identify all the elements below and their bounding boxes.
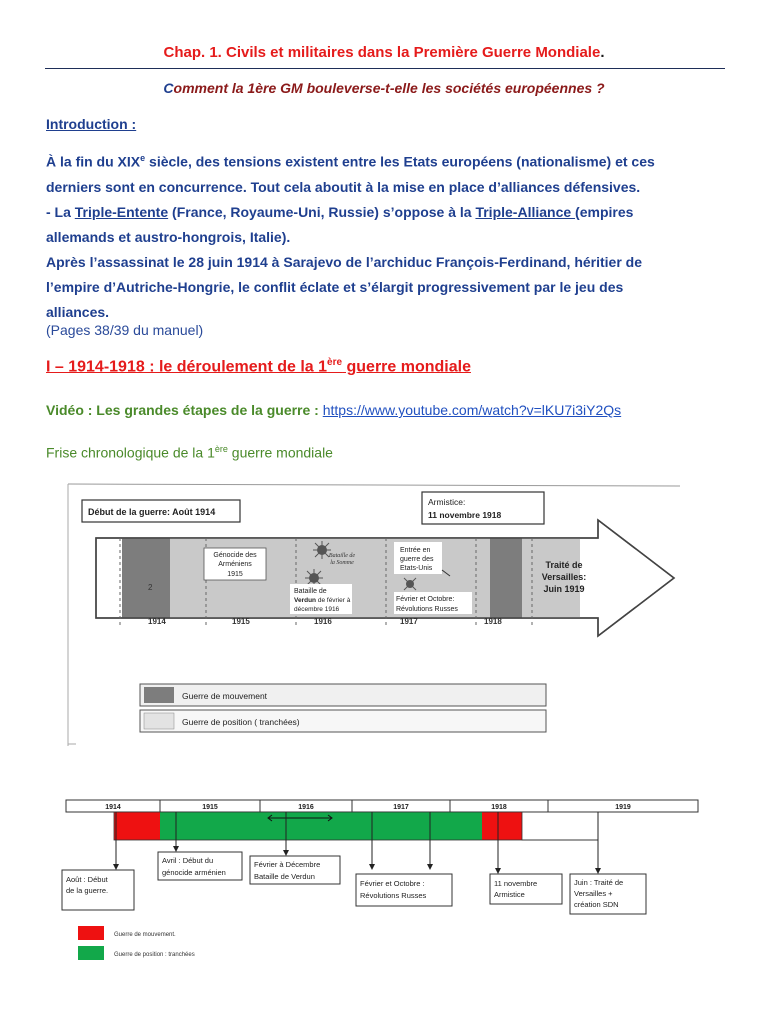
- t2-year-1917: 1917: [393, 804, 409, 811]
- p1-sup: e: [140, 153, 146, 163]
- video-label: Vidéo : Les grandes étapes de la guerre :: [46, 402, 319, 418]
- armistice-line2: 11 novembre 1918: [428, 510, 502, 520]
- year-label-1916: 1916: [314, 617, 332, 626]
- frise-sup: ère: [214, 444, 228, 454]
- t2-movement-1918: [482, 812, 522, 840]
- t2-movement-1914: [114, 812, 160, 840]
- timeline-arrow-figure: [66, 480, 682, 752]
- p3-c: alliances.: [46, 303, 110, 320]
- frise-caption: [46, 444, 333, 461]
- p2-c: (empires: [575, 203, 634, 220]
- h1-b: guerre mondiale: [342, 358, 471, 376]
- h1-a: I – 1914-1918 : le déroulement de la 1: [46, 358, 328, 376]
- t2-year-1914: 1914: [105, 804, 121, 811]
- legend-mouvement-label: Guerre de mouvement: [182, 691, 268, 701]
- manual-pages: (Pages 38/39 du manuel): [46, 322, 204, 338]
- triple-entente-link[interactable]: Triple-Entente: [74, 203, 169, 220]
- event-5-line3: création SDN: [574, 900, 619, 909]
- versailles-line2: Versailles:: [541, 572, 587, 582]
- movement-war-1914: [122, 538, 170, 618]
- question-initial: C: [163, 80, 174, 96]
- usa-line2: guerre des: [400, 556, 434, 563]
- t2-year-1915: 1915: [202, 804, 218, 811]
- title-dot: .: [600, 44, 605, 61]
- h1-sup: ère: [327, 357, 343, 368]
- year-label-1918: 1918: [484, 617, 502, 626]
- event-4-line2: Armistice: [494, 890, 525, 899]
- p2-b: (France, Royaume-Uni, Russie) s’oppose à la: [168, 203, 476, 220]
- timeline2-year-row: [66, 800, 698, 812]
- p3-b: l’empire d’Autriche-Hongrie, le conflit éclate et s’élargit progressivement par le jeu des: [46, 278, 624, 295]
- timeline-colored-figure: [60, 796, 710, 966]
- video-link[interactable]: https://www.youtube.com/watch?v=lKU7i3iY2Qs: [322, 402, 622, 418]
- title-rule: [45, 68, 725, 69]
- year-label-1915: 1915: [232, 617, 250, 626]
- legend2-green-swatch: [78, 946, 104, 960]
- triple-alliance-link[interactable]: Triple-Alliance: [475, 203, 576, 220]
- verdun-line2: [294, 597, 351, 604]
- legend-position-label: Guerre de position ( tranchées): [182, 717, 300, 727]
- video-line: [46, 402, 621, 418]
- versailles-line1: Traité de: [545, 560, 583, 570]
- problematic-question: [0, 80, 768, 96]
- p2-d: allemands et austro-hongrois, Italie).: [46, 228, 291, 245]
- event-5-line2: Versailles +: [574, 889, 613, 898]
- usa-line3: Etats-Unis: [400, 565, 433, 572]
- event-5-line1: Juin : Traité de: [574, 878, 624, 887]
- title-text: Chap. 1. Civils et militaires dans la Première Guerre Mondiale: [163, 44, 601, 61]
- p1-a: À la fin du XIX: [46, 153, 141, 170]
- genocide-line2: Arméniens: [218, 561, 252, 568]
- page-title: [0, 44, 768, 61]
- t2-year-1916: 1916: [298, 804, 314, 811]
- revolution-line2: Révolutions Russes: [396, 606, 458, 613]
- intro-paragraph-1: [46, 146, 736, 325]
- event-4-line1: 11 novembre: [494, 879, 538, 888]
- question-text: omment la 1ère GM bouleverse-t-elle les sociétés européennes ?: [173, 80, 605, 96]
- frise-a: Frise chronologique de la 1: [46, 444, 215, 461]
- section-1-heading: [46, 357, 471, 376]
- marne-marker: 2: [148, 583, 153, 592]
- event-0-line1: Août : Début: [66, 875, 108, 884]
- genocide-line1: Génocide des: [213, 552, 257, 559]
- revolution-line1: Février et Octobre:: [396, 596, 455, 603]
- year-label-1917: 1917: [400, 617, 418, 626]
- somme-line1: Bataille de: [328, 553, 356, 559]
- t2-postwar-1919: [522, 812, 598, 840]
- legend-mouvement-swatch: [144, 687, 174, 703]
- event-3-line2: Révolutions Russes: [360, 891, 427, 900]
- movement-war-1918: [490, 538, 522, 618]
- verdun-line1: Bataille de: [294, 588, 327, 595]
- usa-line1: Entrée en: [400, 547, 431, 554]
- p1-b: siècle, des tensions existent entre les Etats européens (nationalisme) et ces: [145, 153, 655, 170]
- versailles-line3: Juin 1919: [543, 584, 585, 594]
- event-2-line1: Février à Décembre: [254, 860, 321, 869]
- legend2-red-label: Guerre de mouvement.: [114, 932, 176, 938]
- legend-position-swatch: [144, 713, 174, 729]
- p1-c: derniers sont en concurrence. Tout cela aboutit à la mise en place d’alliances défensives.: [46, 178, 641, 195]
- somme-line2: la Somme: [330, 560, 354, 566]
- genocide-year: 1915: [227, 571, 243, 578]
- armistice-line1: Armistice:: [428, 497, 466, 507]
- frise-b: guerre mondiale: [227, 444, 333, 461]
- event-0-line2: de la guerre.: [66, 886, 109, 895]
- legend2-red-swatch: [78, 926, 104, 940]
- verdun-bold: Verdun: [294, 597, 317, 604]
- start-war-label: Début de la guerre: Août 1914: [88, 507, 216, 517]
- t2-year-1918: 1918: [491, 804, 507, 811]
- t2-position-1915-1918: [160, 812, 482, 840]
- introduction-heading: Introduction :: [46, 116, 137, 132]
- legend2-green-label: Guerre de position : tranchées: [114, 952, 195, 958]
- event-2-line2: Bataille de Verdun: [254, 872, 315, 881]
- p3-a: Après l’assassinat le 28 juin 1914 à Sarajevo de l’archiduc François-Ferdinand, héritier de: [46, 253, 643, 270]
- event-1-line1: Avril : Début du: [162, 856, 214, 865]
- verdun-rest: de février à: [316, 597, 351, 604]
- p2-a: - La: [46, 203, 75, 220]
- event-3-line1: Février et Octobre :: [360, 879, 425, 888]
- t2-year-1919: 1919: [615, 804, 631, 811]
- event-1-line2: génocide arménien: [162, 868, 226, 877]
- year-label-1914: 1914: [148, 617, 166, 626]
- verdun-line3: décembre 1916: [294, 606, 340, 613]
